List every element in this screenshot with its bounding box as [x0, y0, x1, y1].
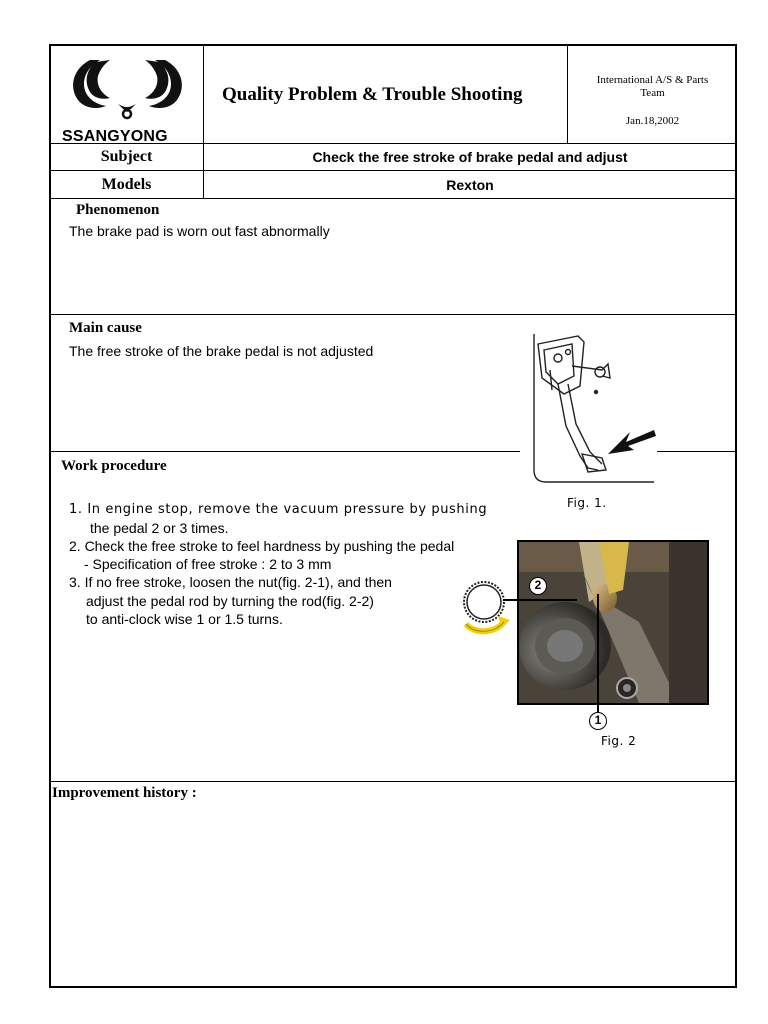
cause-bottom-rule-right	[657, 451, 736, 452]
team-line-1: International A/S & Parts	[596, 74, 709, 86]
callout-2-marker	[529, 577, 547, 595]
callout-2-leader	[503, 599, 577, 601]
main-cause-heading: Main cause	[69, 320, 142, 336]
cause-bottom-rule-left	[50, 451, 520, 452]
phenomenon-heading: Phenomenon	[76, 202, 160, 218]
ssangyong-logo	[60, 52, 195, 145]
team-name	[570, 74, 735, 100]
improvement-history-heading: Improvement history :	[52, 785, 197, 801]
pedal-rod-photo-icon	[519, 542, 707, 703]
callout-1-marker	[589, 712, 607, 730]
rotation-diagram	[458, 578, 518, 644]
procedure-step-2: 2. Check the free stroke to feel hardness by pushing the pedal	[69, 538, 455, 554]
brand-name: SSANGYONG	[62, 128, 168, 145]
models-value: Rexton	[446, 177, 494, 193]
callout-1-label: 1	[594, 713, 602, 727]
subject-label: Subject	[100, 148, 153, 165]
models-bottom-rule	[50, 198, 736, 199]
callout-1-leader	[597, 594, 599, 712]
figure-1-caption: Fig. 1.	[567, 496, 607, 510]
counter-clockwise-rotation-icon	[458, 578, 518, 644]
phenomenon-text: The brake pad is worn out fast abnormally	[69, 223, 330, 239]
models-label: Models	[101, 176, 152, 193]
callout-2-label: 2	[534, 578, 542, 592]
procedure-step-3-cont-2: to anti-clock wise 1 or 1.5 turns.	[86, 611, 283, 627]
header-divider-right	[567, 45, 568, 143]
team-line-2: Team	[640, 87, 665, 99]
procedure-spec: - Specification of free stroke : 2 to 3 mm	[84, 556, 332, 572]
figure-2-caption: Fig. 2	[601, 734, 637, 748]
main-cause-text: The free stroke of the brake pedal is not adjusted	[69, 343, 374, 359]
subject-bottom-rule	[50, 170, 736, 171]
procedure-step-3-cont-1: adjust the pedal rod by turning the rod(fig. 2-2)	[86, 593, 374, 609]
procedure-bottom-rule	[50, 781, 736, 782]
figure-1-pedal-diagram	[528, 330, 658, 490]
arrow-pointer-icon	[606, 424, 656, 460]
procedure-step-3: 3. If no free stroke, loosen the nut(fig. 2-1), and then	[69, 574, 392, 590]
procedure-step-1-cont: the pedal 2 or 3 times.	[90, 520, 229, 536]
procedure-step-1: 1. In engine stop, remove the vacuum pressure by pushing	[69, 502, 488, 517]
phenomenon-bottom-rule	[50, 314, 736, 315]
document-date: Jan.18,2002	[625, 115, 680, 127]
work-procedure-heading: Work procedure	[61, 458, 167, 474]
ssangyong-emblem-icon	[60, 52, 195, 122]
page-title: Quality Problem & Trouble Shooting	[222, 84, 523, 105]
figure-2-photo	[517, 540, 709, 705]
subject-value: Check the free stroke of brake pedal and adjust	[312, 149, 628, 165]
brake-pedal-drawing-icon	[528, 330, 658, 490]
header-divider-left	[203, 45, 204, 198]
